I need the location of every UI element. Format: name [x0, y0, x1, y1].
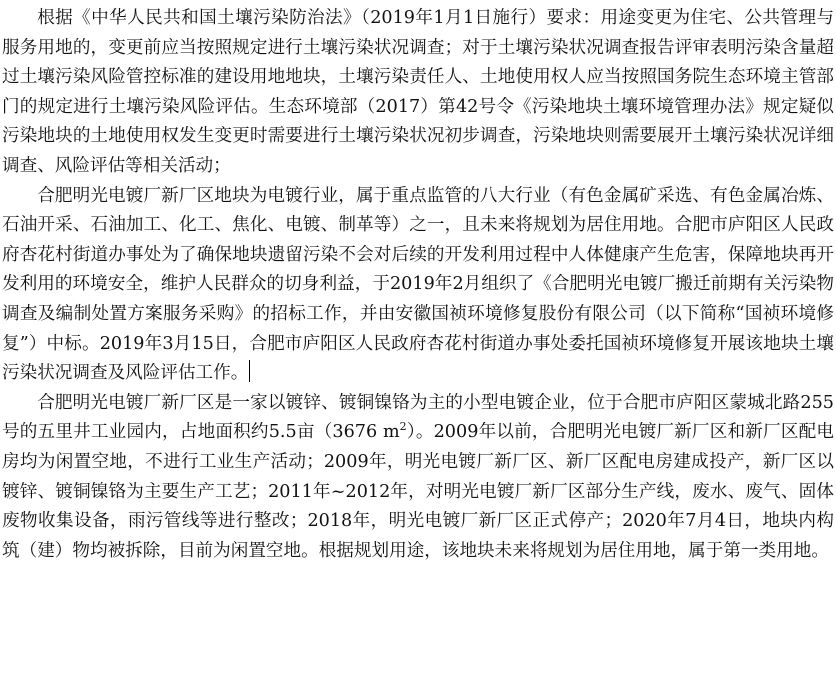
paragraph-legal-requirements: 根据《中华人民共和国土壤污染防治法》（2019年1月1日施行）要求：用途变更为住宅、公共管理与服务用地的，变更前应当按照规定进行土壤污染状况调查；对于土壤污染状况调查报告评审表明污染含量超过土壤污染风险管控标准的建设用地地块，土壤污染责任人、土地使用权人应当按照国务院生态环境主管部门的规定进行土壤污染风险评估。生态环境部（2017）第42号令《污染地块土壤环境管理办法》规定疑似污染地块的土地使用权发生变更时需要进行土壤污染状况初步调查，污染地块则需要展开土壤污染状况详细调查、风险评估等相关活动； [2, 8, 834, 176]
paragraph-project-background [2, 182, 834, 389]
site-history-text-part2: ）。2009年以前，合肥明光电镀厂新厂区和新厂区配电房均为闲置空地，不进行工业生产活动；2009年，明光电镀厂新厂区、新厂区配电房建成投产，新厂区以镀锌、镀铜镍铬为主要生产工艺；2011年~2012年，对明光电镀厂新厂区部分生产线，废水、废气、固体废物收集设备，雨污管线等进行整改；2018年，明光电镀厂新厂区正式停产；2020年7月4日，地块内构筑（建）物均被拆除，目前为闲置空地。根据规划用途，该地块未来将规划为居住用地，属于第一类用地。 [2, 422, 834, 561]
paragraph-site-history [2, 389, 834, 567]
text-cursor [249, 360, 250, 382]
site-history-text-part1: 合肥明光电镀厂新厂区是一家以镀锌、镀铜镍铬为主的小型电镀企业，位于合肥市庐阳区蒙城北路255号的五里井工业园内，占地面积约5.5亩（3676 m [2, 392, 834, 443]
paragraph-project-background-text: 合肥明光电镀厂新厂区地块为电镀行业，属于重点监管的八大行业（有色金属矿采选、有色金属冶炼、石油开采、石油加工、化工、焦化、电镀、制革等）之一，且未来将规划为居住用地。合肥市庐阳区人民政府杏花村街道办事处为了确保地块遗留污染不会对后续的开发利用过程中人体健康产生危害，保障地块再开发利用的环境安全，维护人民群众的切身利益，于2019年2月组织了《合肥明光电镀厂搬迁前期有关污染物调查及编制处置方案服务采购》的招标工作，并由安徽国祯环境修复股份有限公司（以下简称“国祯环境修复”）中标。2019年3月15日，合肥市庐阳区人民政府杏花村街道办事处委托国祯环境修复开展该地块土壤污染状况调查及风险评估工作。 [2, 185, 834, 384]
area-unit-superscript: 2 [399, 420, 407, 434]
